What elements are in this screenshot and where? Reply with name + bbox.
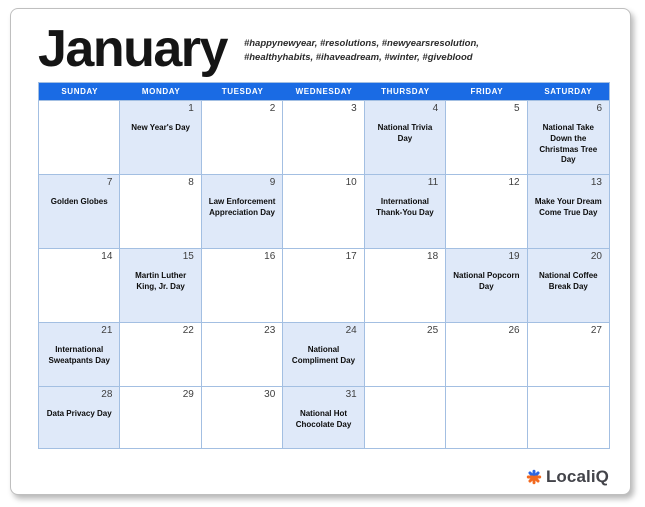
event-label: Make Your Dream Come True Day	[534, 197, 602, 217]
week-row-1	[39, 100, 609, 174]
calendar-cell-7	[39, 175, 120, 248]
date-number: 9	[269, 177, 276, 188]
calendar-cell-30	[202, 387, 283, 448]
calendar-cell-10	[283, 175, 364, 248]
date-number: 6	[596, 103, 602, 114]
calendar-cell-25	[365, 323, 446, 386]
date-number: 19	[508, 251, 520, 262]
calendar-cell-2	[202, 101, 283, 174]
date-number: 21	[101, 325, 113, 336]
page-header	[11, 9, 630, 78]
calendar-cell-27	[528, 323, 609, 386]
date-number: 3	[351, 103, 357, 114]
calendar-cell-8	[120, 175, 201, 248]
date-number: 29	[182, 389, 194, 400]
date-number: 22	[182, 325, 194, 336]
calendar-cell-13	[528, 175, 609, 248]
calendar-cell-29	[120, 387, 201, 448]
day-header-saturday: SATURDAY	[544, 87, 593, 96]
localiq-logo	[526, 467, 609, 487]
date-number: 12	[508, 177, 520, 188]
date-number: 27	[590, 325, 602, 336]
date-number: 10	[345, 177, 357, 188]
date-number: 14	[101, 251, 113, 262]
date-number: 4	[432, 103, 439, 114]
day-header-tuesday: TUESDAY	[221, 87, 264, 96]
calendar-cell-5	[446, 101, 527, 174]
calendar-page	[10, 8, 631, 495]
date-number: 23	[264, 325, 276, 336]
calendar-cell-19	[446, 249, 527, 322]
date-number: 11	[427, 177, 439, 188]
calendar-cell-20	[528, 249, 609, 322]
day-header-monday: MONDAY	[141, 87, 181, 96]
date-number: 31	[345, 389, 357, 400]
week-row-3	[39, 248, 609, 322]
calendar-cell-9	[202, 175, 283, 248]
date-number: 2	[269, 103, 276, 114]
calendar-cell-3	[283, 101, 364, 174]
date-number: 26	[508, 325, 520, 336]
date-number: 5	[514, 103, 520, 114]
date-number: 16	[264, 251, 276, 262]
date-number: 1	[188, 103, 194, 114]
event-label: Data Privacy Day	[46, 409, 112, 418]
date-number: 25	[427, 325, 439, 336]
event-label: National Coffee Break Day	[538, 271, 598, 291]
localiq-logo-text: LocaliQ	[545, 467, 609, 486]
calendar-cell-1	[120, 101, 201, 174]
calendar-cell-21	[39, 323, 120, 386]
week-row-2	[39, 174, 609, 248]
date-number: 30	[264, 389, 276, 400]
calendar-cell-18	[365, 249, 446, 322]
calendar-cell-28	[39, 387, 120, 448]
calendar-cell-22	[120, 323, 201, 386]
event-label: Martin Luther King, Jr. Day	[135, 271, 187, 291]
week-row-5	[39, 386, 609, 448]
hashtags-block	[244, 37, 479, 66]
calendar-cell-12	[446, 175, 527, 248]
date-number: 13	[590, 177, 602, 188]
date-number: 17	[345, 251, 357, 262]
calendar-cell-17	[283, 249, 364, 322]
calendar-cell-4	[365, 101, 446, 174]
calendar-cell-31	[283, 387, 364, 448]
event-label: National Take Down the Christmas Tree Day	[539, 123, 598, 165]
calendar-cell-empty	[528, 387, 609, 448]
day-header-sunday: SUNDAY	[61, 87, 99, 96]
calendar-cell-15	[120, 249, 201, 322]
event-label: National Compliment Day	[291, 345, 356, 365]
date-number: 18	[427, 251, 439, 262]
event-label: International Sweatpants Day	[48, 345, 110, 365]
date-number: 7	[106, 177, 113, 188]
event-label: National Hot Chocolate Day	[295, 409, 352, 429]
calendar-grid	[38, 82, 610, 449]
calendar-cell-16	[202, 249, 283, 322]
week-row-4	[39, 322, 609, 386]
calendar-cell-6	[528, 101, 609, 174]
event-label: National Trivia Day	[377, 123, 433, 143]
calendar-weeks	[39, 100, 609, 448]
day-header-row	[39, 83, 609, 100]
day-header-friday: FRIDAY	[470, 87, 504, 96]
event-label: Golden Globes	[50, 197, 108, 206]
date-number: 28	[101, 389, 113, 400]
calendar-cell-empty	[446, 387, 527, 448]
hashtags-line-2: #healthyhabits, #ihaveadream, #winter, #giveblood	[243, 52, 473, 63]
localiq-asterisk-icon	[526, 469, 542, 485]
calendar-cell-empty	[39, 101, 120, 174]
date-number: 20	[590, 251, 602, 262]
event-label: New Year's Day	[131, 123, 190, 132]
day-header-wednesday: WEDNESDAY	[295, 87, 353, 96]
calendar-cell-11	[365, 175, 446, 248]
event-label: National Popcorn Day	[453, 271, 520, 291]
event-label: International Thank-You Day	[376, 197, 434, 217]
event-label: Law Enforcement Appreciation Day	[208, 197, 276, 217]
date-number: 15	[182, 251, 194, 262]
date-number: 8	[188, 177, 194, 188]
calendar-cell-26	[446, 323, 527, 386]
calendar-cell-14	[39, 249, 120, 322]
hashtags-line-1: #happynewyear, #resolutions, #newyearsresolution,	[243, 37, 479, 49]
day-header-thursday: THURSDAY	[381, 87, 430, 96]
date-number: 24	[345, 325, 357, 336]
page-title: January	[38, 20, 227, 78]
calendar-cell-empty	[365, 387, 446, 448]
calendar-cell-24	[283, 323, 364, 386]
calendar-cell-23	[202, 323, 283, 386]
